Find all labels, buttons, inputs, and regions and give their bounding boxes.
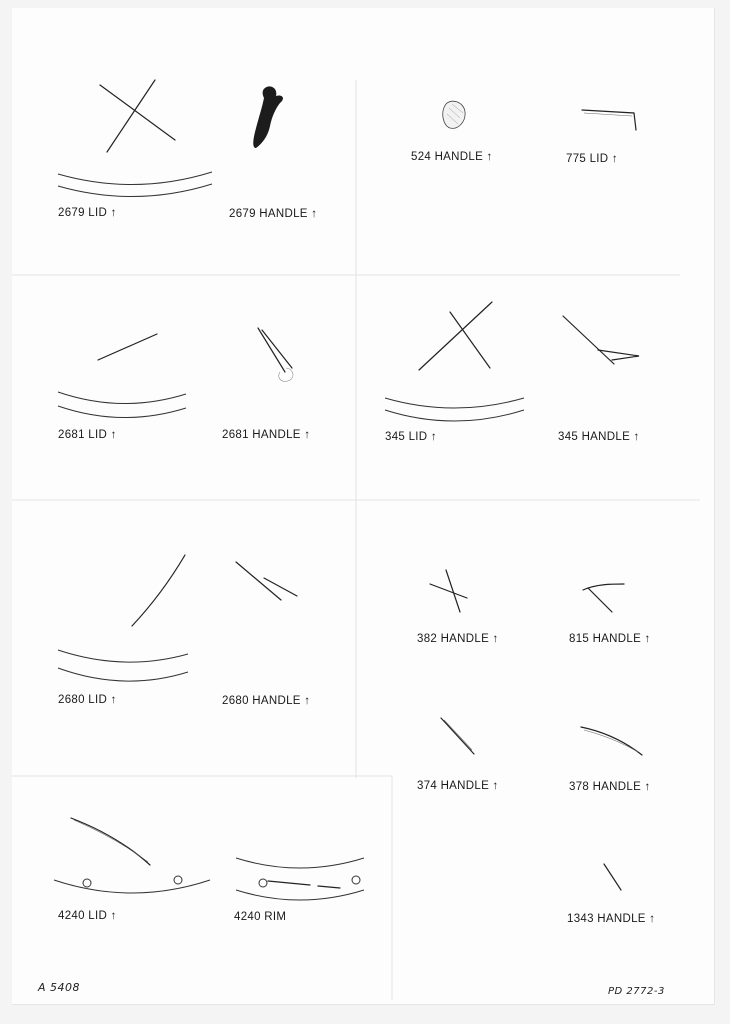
label-345-handle: 345 HANDLE ↑ (558, 431, 640, 443)
label-1343-handle: 1343 HANDLE ↑ (567, 913, 656, 925)
sherd-4240-lid (54, 818, 210, 893)
sherd-345-lid (385, 302, 524, 421)
label-2679-lid: 2679 LID ↑ (58, 207, 117, 219)
sheet-reference: A 5408 (38, 981, 81, 994)
drawing-number: PD 2772-3 (608, 986, 665, 997)
sherd-2679-handle (253, 86, 283, 148)
label-374-handle: 374 HANDLE ↑ (417, 780, 499, 792)
sherd-378-handle (581, 727, 642, 755)
label-4240-rim: 4240 RIM (234, 911, 287, 923)
label-524-handle: 524 HANDLE ↑ (411, 151, 493, 163)
sherd-382-handle (430, 570, 467, 612)
sherd-2679-lid (58, 80, 212, 197)
sherd-345-handle (563, 316, 639, 364)
label-2681-handle: 2681 HANDLE ↑ (222, 429, 311, 441)
label-378-handle: 378 HANDLE ↑ (569, 781, 651, 793)
sherd-374-handle (441, 718, 474, 754)
sherd-2680-lid (58, 555, 188, 681)
label-4240-lid: 4240 LID ↑ (58, 910, 117, 922)
label-345-lid: 345 LID ↑ (385, 431, 437, 443)
label-775-lid: 775 LID ↑ (566, 153, 618, 165)
label-2681-lid: 2681 LID ↑ (58, 429, 117, 441)
label-382-handle: 382 HANDLE ↑ (417, 633, 499, 645)
sherd-2681-lid (58, 334, 186, 418)
label-2679-handle: 2679 HANDLE ↑ (229, 208, 318, 220)
sherd-815-handle (583, 584, 624, 612)
sherd-524-handle (443, 101, 465, 128)
sherd-775-lid (582, 110, 636, 130)
sherd-2681-handle (258, 328, 293, 381)
label-815-handle: 815 HANDLE ↑ (569, 633, 651, 645)
sherd-4240-rim (236, 858, 364, 900)
label-2680-lid: 2680 LID ↑ (58, 694, 117, 706)
sherd-1343-handle (604, 864, 621, 890)
label-2680-handle: 2680 HANDLE ↑ (222, 695, 311, 707)
sherd-2680-handle (236, 562, 297, 600)
